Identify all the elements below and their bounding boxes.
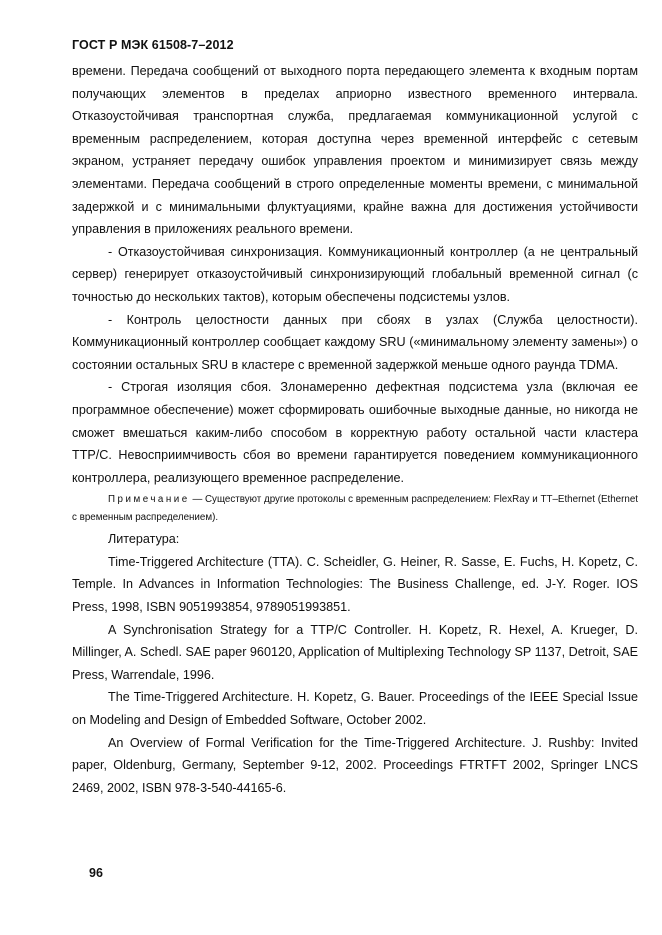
reference-item: A Synchronisation Strategy for a TTP/C Controller. H. Kopetz, R. Hexel, A. Krueger, D. Millinger, A. Schedl. SAE paper 960120, Application of Multiplexing Technology SP 1137, Detroit, SAE Press, Warrendale, 1996. xyxy=(72,622,638,682)
document-body xyxy=(72,60,638,799)
bullet-fault-isolation: - Строгая изоляция сбоя. Злонамеренно дефектная подсистема узла (включая ее программное обеспечение) может сформировать ошибочные выходные данные, но никогда не сможет вмешаться каким-либо способом в корректную работу остальной части кластера TTP/C. Невосприимчивость сбоя во времени гарантируется поведением коммуникационного контроллера, реализующего временное распределение. xyxy=(72,380,638,485)
references-heading: Литература: xyxy=(108,532,180,547)
document-header: ГОСТ Р МЭК 61508-7–2012 xyxy=(72,38,234,52)
reference-item: Time-Triggered Architecture (TTA). C. Scheidler, G. Heiner, R. Sasse, E. Fuchs, H. Kopetz, C. Temple. In Advances in Information Technologies: The Business Challenge, ed. J-Y. Roger. IOS Press, 1998, ISBN 9051993854, 9789051993851. xyxy=(72,554,638,615)
bullet-integrity-service: - Контроль целостности данных при сбоях в узлах (Служба целостности). Коммуникационный контроллер сообщает каждому SRU («минимальному элементу замены») о состоянии остальных SRU в кластере с временной задержкой меньше одного раунда TDMA. xyxy=(72,312,638,372)
reference-item: An Overview of Formal Verification for the Time-Triggered Architecture. J. Rushby: Invited paper, Oldenburg, Germany, September 9-12, 2002. Proceedings FTRTFT 2002, Springer LNCS 2469, 2002, ISBN 978-3-540-44165-6. xyxy=(72,735,638,795)
bullet-fault-tolerant-sync: - Отказоустойчивая синхронизация. Коммуникационный контроллер (а не центральный сервер) генерирует отказоустойчивый синхронизирующий глобальный временной сигнал (с точностью до нескольких тактов), которым обеспечены подсистемы узлов. xyxy=(72,244,638,304)
intro-paragraph: времени. Передача сообщений от выходного порта передающего элемента к входным портам получающих элементов в пределах априорно известного временного интервала. Отказоустойчивая транспортная служба, предлагаемая коммуникационной услугой с временным распределением, которая доступна через временной интерфейс с сетевым экраном, устраняет передачу ошибок управления проектом и минимизирует связь между элементами. Передача сообщений в строго определенные моменты времени, с минимальной задержкой и с минимальными флуктуациями, крайне важна для достижения устойчивости управления в приложениях реального времени. xyxy=(72,64,638,237)
note-label: Примечание xyxy=(108,494,190,506)
reference-item: The Time-Triggered Architecture. H. Kopetz, G. Bauer. Proceedings of the IEEE Special Issue on Modeling and Design of Embedded Software, October 2002. xyxy=(72,690,638,728)
note-paragraph xyxy=(72,491,638,526)
note-text: — Существуют другие протоколы с временным распределением: FlexRay и TT–Ethernet (Ethernet с временным распределением). xyxy=(72,494,638,523)
page-number: 96 xyxy=(89,866,103,880)
